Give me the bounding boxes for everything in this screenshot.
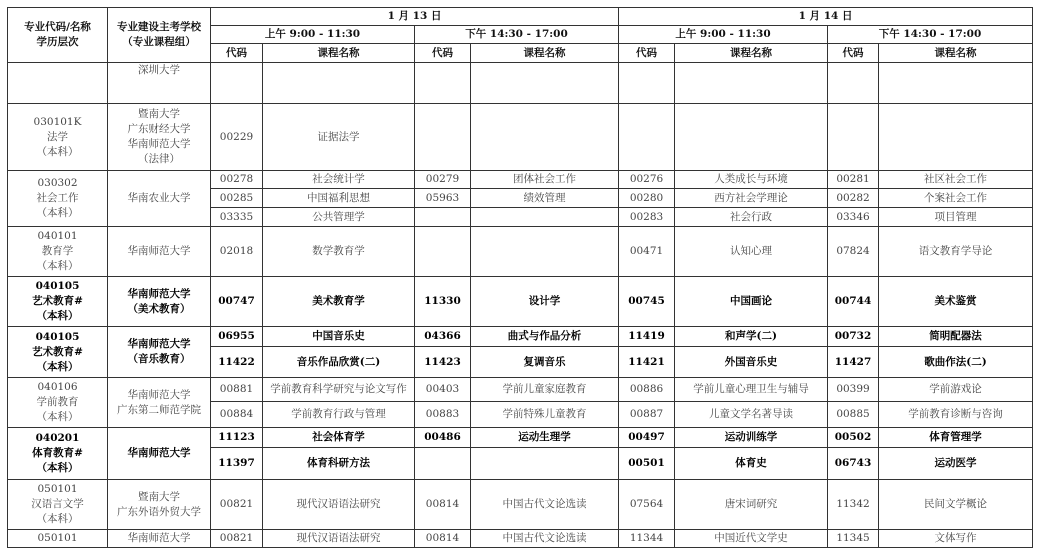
header-jan13-afternoon: 下午 14:30 - 17:00 [415,26,619,44]
course-code-cell [415,227,471,277]
header-course-name: 课程名称 [879,44,1033,63]
course-code-cell [415,448,471,480]
course-code-cell [828,63,879,104]
school-line: 华南师范大学 [127,447,191,459]
school-line: 华南师范大学 [127,245,191,257]
school-line: 华南师范大学 [127,338,191,350]
major-cell [8,63,108,104]
course-name-cell [471,208,619,227]
school-cell [108,63,211,104]
course-code-cell: 05963 [415,189,471,208]
course-code-cell [828,104,879,171]
course-code-cell: 00884 [211,402,263,428]
course-code-cell: 00881 [211,378,263,402]
header-school [108,8,211,63]
course-name-cell: 人类成长与环境 [675,171,828,189]
course-name-cell: 语文教育学导论 [879,227,1033,277]
major-cell [8,277,108,327]
course-name-cell [879,104,1033,171]
course-name-cell: 现代汉语语法研究 [263,480,415,530]
major-line: 050101 [37,483,78,495]
major-line: 040105 [35,330,80,343]
major-line: 040101 [37,230,78,242]
school-cell [108,277,211,327]
major-line: 030302 [37,177,78,189]
school-cell [108,428,211,480]
course-name-cell: 中国画论 [675,277,828,327]
school-cell [108,327,211,378]
header-code: 代码 [415,44,471,63]
course-code-cell: 00502 [828,428,879,448]
course-name-cell: 中国古代文论选读 [471,480,619,530]
course-code-cell: 11397 [211,448,263,480]
course-name-cell: 中国音乐史 [263,327,415,347]
course-code-cell: 11344 [619,530,675,548]
course-code-cell: 00278 [211,171,263,189]
major-line: （本科） [36,207,79,219]
major-line: （本科） [36,310,79,322]
major-line: （本科） [36,360,79,373]
course-code-cell: 02018 [211,227,263,277]
major-line: 艺术教育# [32,295,83,307]
course-name-cell: 学前游戏论 [879,378,1033,402]
table-row [8,171,1033,189]
header-jan13-morning: 上午 9:00 - 11:30 [211,26,415,44]
major-cell [8,171,108,227]
course-code-cell: 04366 [415,327,471,347]
course-name-cell: 学前儿童心理卫生与辅导 [675,378,828,402]
course-name-cell: 学前儿童家庭教育 [471,378,619,402]
course-code-cell: 00403 [415,378,471,402]
course-code-cell: 11427 [828,347,879,378]
course-name-cell: 简明配器法 [879,327,1033,347]
course-code-cell: 11419 [619,327,675,347]
school-cell [108,104,211,171]
table-row [8,63,1033,104]
major-cell [8,480,108,530]
course-code-cell: 00745 [619,277,675,327]
major-line: （本科） [36,462,79,474]
course-name-cell [471,448,619,480]
course-name-cell: 社会行政 [675,208,828,227]
major-line: 学前教育 [36,396,79,408]
table-row [8,480,1033,530]
exam-schedule-table [7,7,1033,548]
course-name-cell: 体育科研方法 [263,448,415,480]
major-cell [8,378,108,428]
major-line: （本科） [36,513,79,525]
course-name-cell [471,227,619,277]
course-code-cell: 00486 [415,428,471,448]
course-code-cell: 11422 [211,347,263,378]
course-code-cell: 00814 [415,530,471,548]
school-line: 华南师范大学 [127,388,191,401]
major-line: 030101K [33,115,82,128]
header-code: 代码 [828,44,879,63]
course-name-cell: 绩效管理 [471,189,619,208]
header-date-jan14: 1 月 14 日 [619,8,1033,26]
course-code-cell: 00821 [211,530,263,548]
school-cell [108,227,211,277]
course-name-cell: 学前特殊儿童教育 [471,402,619,428]
course-name-cell: 外国音乐史 [675,347,828,378]
major-cell [8,104,108,171]
course-name-cell: 中国近代文学史 [675,530,828,548]
course-code-cell: 11345 [828,530,879,548]
course-code-cell: 00280 [619,189,675,208]
school-line: 深圳大学 [138,64,180,76]
major-cell [8,327,108,378]
course-name-cell: 复调音乐 [471,347,619,378]
course-code-cell: 07564 [619,480,675,530]
course-code-cell: 00885 [828,402,879,428]
school-line: （音乐教育） [127,353,191,365]
school-line: （美术教育） [127,302,191,315]
major-line: 050101 [37,532,78,544]
course-code-cell: 00501 [619,448,675,480]
course-name-cell: 个案社会工作 [879,189,1033,208]
course-name-cell: 音乐作品欣赏(二) [263,347,415,378]
header-major [8,8,108,63]
course-name-cell: 社会体育学 [263,428,415,448]
header-jan14-morning: 上午 9:00 - 11:30 [619,26,828,44]
table-row [8,378,1033,402]
header-major-line2: 学历层次 [36,36,79,48]
course-code-cell: 11421 [619,347,675,378]
course-name-cell: 运动生理学 [471,428,619,448]
header-jan14-afternoon: 下午 14:30 - 17:00 [828,26,1033,44]
course-code-cell: 00282 [828,189,879,208]
course-code-cell: 00497 [619,428,675,448]
course-code-cell: 00887 [619,402,675,428]
major-line: （本科） [36,145,79,158]
course-code-cell: 00747 [211,277,263,327]
school-line: 广东外语外贸大学 [117,505,201,518]
course-name-cell: 中国福利思想 [263,189,415,208]
course-name-cell: 歌曲作法(二) [879,347,1033,378]
header-major-line1: 专业代码/名称 [24,21,91,33]
course-name-cell: 唐宋词研究 [675,480,828,530]
table-row [8,227,1033,277]
course-code-cell: 11330 [415,277,471,327]
course-code-cell: 00399 [828,378,879,402]
table-row [8,104,1033,171]
course-name-cell: 认知心理 [675,227,828,277]
major-line: 社会工作 [36,192,79,204]
course-code-cell: 00285 [211,189,263,208]
course-name-cell: 儿童文学名著导读 [675,402,828,428]
header-school-line1: 专业建设主考学校 [117,21,201,33]
school-line: 暨南大学 [138,108,180,120]
course-name-cell [879,63,1033,104]
major-line: （本科） [36,411,79,423]
course-code-cell: 11423 [415,347,471,378]
course-code-cell: 00281 [828,171,879,189]
table-header [8,8,1033,63]
course-code-cell: 06955 [211,327,263,347]
course-code-cell: 00283 [619,208,675,227]
course-code-cell [415,208,471,227]
course-name-cell: 学前教育行政与管理 [263,402,415,428]
major-line: 040201 [35,432,80,444]
header-school-line2: （专业课程组） [122,36,196,48]
course-name-cell: 民间文学概论 [879,480,1033,530]
school-line: 华南师范大学 [127,532,191,544]
course-code-cell: 11342 [828,480,879,530]
major-cell [8,530,108,548]
header-course-name: 课程名称 [675,44,828,63]
course-name-cell: 学前教育诊断与咨询 [879,402,1033,428]
course-name-cell: 项目管理 [879,208,1033,227]
header-course-name: 课程名称 [263,44,415,63]
course-name-cell: 社区社会工作 [879,171,1033,189]
course-code-cell [619,63,675,104]
course-code-cell: 06743 [828,448,879,480]
course-code-cell: 00814 [415,480,471,530]
course-code-cell [415,63,471,104]
course-name-cell: 公共管理学 [263,208,415,227]
course-code-cell [619,104,675,171]
school-line: 华南农业大学 [127,192,191,204]
major-line: 法学 [47,130,68,143]
course-code-cell: 00732 [828,327,879,347]
course-name-cell: 学前教育科学研究与论文写作 [263,378,415,402]
course-name-cell: 曲式与作品分析 [471,327,619,347]
course-code-cell: 00821 [211,480,263,530]
course-name-cell: 西方社会学理论 [675,189,828,208]
school-line: 华南师范大学 [127,138,191,150]
table-row [8,327,1033,347]
course-name-cell: 团体社会工作 [471,171,619,189]
header-date-jan13: 1 月 13 日 [211,8,619,26]
course-code-cell: 11123 [211,428,263,448]
school-line: 广东财经大学 [127,123,191,135]
school-cell [108,171,211,227]
course-name-cell: 和声学(二) [675,327,828,347]
course-name-cell: 社会统计学 [263,171,415,189]
major-line: （本科） [36,260,79,272]
header-code: 代码 [619,44,675,63]
course-name-cell [471,63,619,104]
course-name-cell: 文体写作 [879,530,1033,548]
school-cell [108,530,211,548]
major-cell [8,227,108,277]
course-code-cell: 07824 [828,227,879,277]
course-code-cell: 00229 [211,104,263,171]
course-name-cell: 体育史 [675,448,828,480]
school-line: 广东第二师范学院 [117,403,201,416]
course-name-cell: 现代汉语语法研究 [263,530,415,548]
major-line: 040106 [37,381,78,393]
course-name-cell: 证据法学 [263,104,415,171]
course-name-cell: 运动训练学 [675,428,828,448]
course-code-cell [211,63,263,104]
course-code-cell: 00471 [619,227,675,277]
table-row [8,428,1033,448]
course-name-cell [263,63,415,104]
table-row [8,530,1033,548]
course-name-cell: 中国古代文论选读 [471,530,619,548]
major-cell [8,428,108,480]
course-code-cell: 00744 [828,277,879,327]
major-line: 汉语言文学 [31,498,84,510]
course-code-cell: 00279 [415,171,471,189]
course-name-cell: 运动医学 [879,448,1033,480]
course-name-cell: 美术鉴赏 [879,277,1033,327]
header-code: 代码 [211,44,263,63]
course-name-cell: 体育管理学 [879,428,1033,448]
course-code-cell: 00883 [415,402,471,428]
school-line: （法律） [138,153,180,165]
major-line: 艺术教育# [32,345,83,358]
course-name-cell [675,63,828,104]
school-line: 华南师范大学 [127,287,191,300]
course-code-cell [415,104,471,171]
major-line: 教育学 [41,245,74,257]
course-name-cell: 美术教育学 [263,277,415,327]
table-body [8,63,1033,548]
course-name-cell: 数学教育学 [263,227,415,277]
course-code-cell: 00276 [619,171,675,189]
school-cell [108,378,211,428]
major-line: 040105 [35,280,80,292]
school-line: 暨南大学 [138,490,180,503]
course-name-cell [471,104,619,171]
major-line: 体育教育# [32,447,83,459]
table-row [8,277,1033,327]
course-code-cell: 03346 [828,208,879,227]
course-code-cell: 00886 [619,378,675,402]
course-name-cell [675,104,828,171]
header-course-name: 课程名称 [471,44,619,63]
school-cell [108,480,211,530]
course-code-cell: 03335 [211,208,263,227]
course-name-cell: 设计学 [471,277,619,327]
